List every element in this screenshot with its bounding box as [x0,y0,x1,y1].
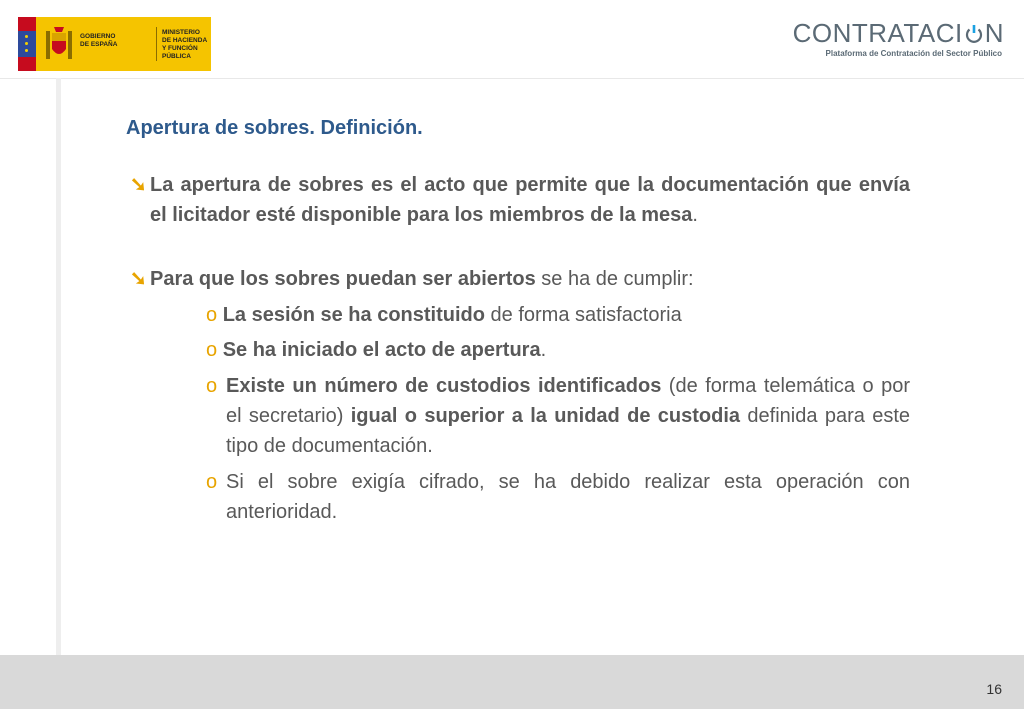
definition-bullet: ➘ La apertura de sobres es el acto que permite que la documentación que envía el licitador esté disponible para los miembros de la mesa. [130,170,910,230]
circle-bullet-icon: o [206,471,218,493]
circle-bullet-icon: o [206,304,218,326]
contratacion-brand-logo [779,18,1004,66]
circle-bullet-icon: o [206,339,218,361]
gov-logo-left-text: GOBIERNO DE ESPAÑA [80,33,118,48]
condition-item: o La sesión se ha constituido de forma satisfactoria [206,304,682,326]
eu-spain-flag-icon [18,17,36,71]
condition-item: o Si el sobre exigía cifrado, se ha debido realizar esta operación con anterioridad. [206,467,910,527]
brand-subtitle: Plataforma de Contratación del Sector Público [825,49,1002,58]
conditions-bullet: ➘ Para que los sobres puedan ser abiertos se ha de cumplir: [130,264,910,294]
slide-header [0,0,1024,79]
condition-item: o Existe un número de custodios identificados (de forma telemática o por el secretario) igual o superior a la unidad de custodia definida para este tipo de documentación. [206,371,910,461]
slide-content [130,170,910,527]
gobierno-de-espana-logo [18,17,211,71]
circle-bullet-icon: o [206,375,218,397]
page-number: 16 [986,681,1002,697]
arrow-bullet-icon: ➘ [130,174,147,196]
power-icon [964,23,984,45]
brand-name: CONTRATACI N [792,18,1004,48]
slide-footer [0,655,1024,709]
gov-logo-ministry-text: MINISTERIO DE HACIENDA Y FUNCIÓN PÚBLICA [162,29,208,60]
coat-of-arms-icon [44,25,74,63]
left-decorative-rule [56,78,61,656]
arrow-bullet-icon: ➘ [130,268,147,290]
slide-title: Apertura de sobres. Definición. [126,117,423,139]
condition-item: o Se ha iniciado el acto de apertura. [206,339,547,361]
